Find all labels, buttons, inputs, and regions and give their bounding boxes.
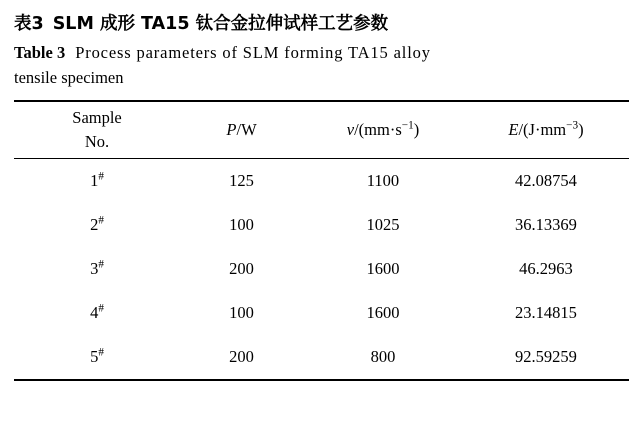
cell-sample-value: 4 [90, 303, 99, 322]
cell-sample-sup: # [98, 258, 104, 271]
column-header-power-unit: /W [236, 120, 257, 139]
column-header-energy-symbol: E [508, 120, 519, 139]
table-container [14, 100, 629, 381]
cell-speed: 1600 [366, 259, 400, 278]
cell-speed: 800 [370, 347, 396, 366]
cell-sample-sup: # [98, 170, 104, 183]
rule-bottom [14, 380, 629, 381]
column-header-energy-close: ) [578, 120, 584, 139]
cell-speed: 1100 [366, 171, 400, 190]
cell-sample [14, 159, 180, 203]
column-header-energy-exponent: −3 [566, 119, 579, 132]
cell-sample [14, 203, 180, 247]
cell-sample [14, 291, 180, 335]
table-row [14, 247, 629, 291]
cell-sample-sup: # [98, 346, 104, 359]
caption-english-label: Table 3 [14, 43, 66, 62]
cell-energy: 42.08754 [515, 171, 577, 190]
cell-sample-value: 3 [90, 259, 99, 278]
cell-speed: 1025 [366, 215, 400, 234]
column-header-speed-symbol: v [346, 120, 355, 139]
cell-power: 200 [229, 347, 254, 366]
cell-power: 100 [229, 303, 254, 322]
table-row [14, 203, 629, 247]
column-header-speed-exponent: −1 [401, 119, 414, 132]
column-header-sample-line1: Sample [72, 108, 122, 127]
table-row [14, 335, 629, 380]
column-header-energy-unit: /(J·mm [518, 120, 567, 139]
cell-sample-sup: # [98, 214, 104, 227]
caption-english-line2: tensile specimen [14, 68, 124, 87]
column-header-speed [303, 102, 463, 159]
cell-energy: 36.13369 [515, 215, 577, 234]
table-header-row [14, 102, 629, 159]
cell-sample-value: 5 [90, 347, 99, 366]
cell-energy: 92.59259 [515, 347, 577, 366]
cell-sample-value: 1 [90, 171, 99, 190]
column-header-sample-line2: No. [84, 132, 110, 151]
caption-english-text: Process parameters of SLM forming TA15 alloy [75, 43, 431, 62]
table-row [14, 159, 629, 203]
table-head [14, 101, 629, 159]
column-header-power-symbol: P [226, 120, 237, 139]
caption-chinese [14, 10, 629, 38]
cell-sample [14, 335, 180, 380]
cell-speed: 1600 [366, 303, 400, 322]
cell-power: 100 [229, 215, 254, 234]
cell-sample-sup: # [98, 302, 104, 315]
caption-english [14, 40, 629, 65]
column-header-speed-close: ) [413, 120, 420, 139]
table-body [14, 159, 629, 381]
cell-energy: 46.2963 [519, 259, 573, 278]
column-header-energy [463, 102, 629, 159]
process-parameters-table [14, 100, 629, 381]
caption-chinese-text: SLM 成形 TA15 钛合金拉伸试样工艺参数 [52, 14, 389, 34]
cell-energy: 23.14815 [515, 303, 577, 322]
cell-power: 125 [229, 171, 254, 190]
cell-power: 200 [229, 259, 254, 278]
table-row [14, 291, 629, 335]
caption-chinese-label: 表3 [14, 14, 44, 34]
column-header-sample [14, 102, 180, 159]
column-header-power [180, 102, 303, 159]
column-header-speed-unit: /(mm·s [354, 120, 402, 139]
cell-sample [14, 247, 180, 291]
cell-sample-value: 2 [90, 215, 99, 234]
